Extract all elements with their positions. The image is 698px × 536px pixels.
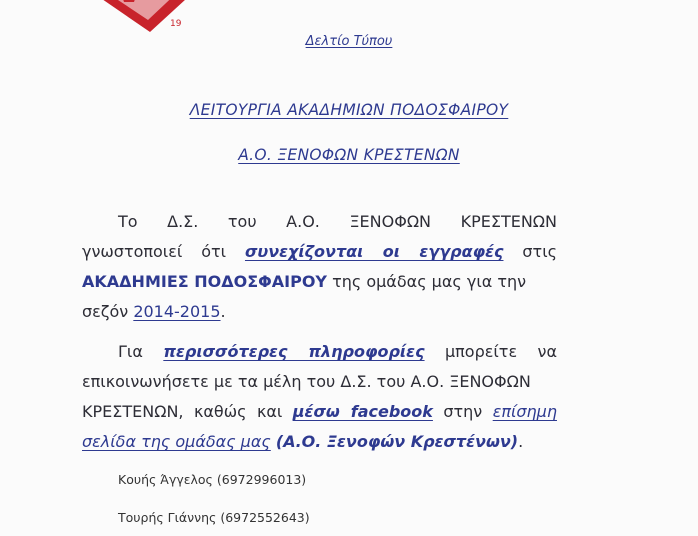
facebook-link: μέσω facebook [292,402,433,421]
contact-2-name: Τουρής Γιάννης [118,510,217,525]
contact-1-phone: (6972996013) [216,472,307,487]
paragraph2-line4 [82,431,557,453]
contact-2-phone: (6972552643) [220,510,310,525]
paragraph1-line2 [82,241,557,263]
paragraph2-line1-text [118,341,557,363]
p1-l4-text-a: σεζόν [82,302,134,321]
contact-1-name: Κουής Άγγελος [118,472,213,487]
p2-l4-text-b: . [518,432,524,451]
p1-l2-text-b: στις [503,242,557,261]
p1-l3-text-b: της ομάδας μας για την [327,272,527,291]
p2-l3-text-b: στην [432,402,493,421]
more-info-link: περισσότερες πληροφορίες [163,342,425,361]
logo-year-fragment: 19 [170,19,182,29]
p2-l1-text-b: μπορείτε να [424,342,557,361]
season-text: 2014-2015 [133,302,221,321]
p1-l2-text-a: γνωστοποιεί ότι [82,242,245,261]
paragraph2-line3 [82,401,557,423]
p1-l4-text-b: . [220,302,226,321]
club-page-name: (Α.Ο. Ξενοφών Κρεστένων) [275,432,519,451]
contact-2 [118,510,310,525]
p2-l1-text-a: Για [118,342,164,361]
title-line-2: Α.Ο. ΞΕΝΟΦΩΝ ΚΡΕΣΤΕΝΩΝ [238,146,460,164]
club-logo [86,0,198,32]
p2-l3-text-a: ΚΡΕΣΤΕΝΩΝ, καθώς και [82,402,293,421]
paragraph2-line1 [118,341,557,363]
official-page-link-part1: επίσημη [492,402,557,421]
paragraph1-line4 [82,301,557,323]
paragraph1-line3 [82,271,557,293]
press-release-heading: Δελτίο Τύπου [305,34,393,49]
contact-1 [118,472,306,487]
football-academies-text: ΑΚΑΔΗΜΙΕΣ ΠΟΔΟΣΦΑΙΡΟΥ [82,272,327,291]
title-line-1: ΛΕΙΤΟΥΡΓΙΑ ΑΚΑΔΗΜΙΩΝ ΠΟΔΟΣΦΑΙΡΟΥ [189,101,509,119]
paragraph2-line2: επικοινωνήσετε με τα μέλη του Δ.Σ. του Α.Ο. ΞΕΝΟΦΩΝ [82,372,531,391]
paragraph1-line1-text: Το Δ.Σ. του Α.Ο. ΞΕΝΟΦΩΝ ΚΡΕΣΤΕΝΩΝ [118,212,557,231]
paragraph1-line1 [118,211,557,233]
registrations-continue-link: συνεχίζονται οι εγγραφές [244,242,504,261]
official-page-link-part2: σελίδα της ομάδας μας [82,432,271,451]
